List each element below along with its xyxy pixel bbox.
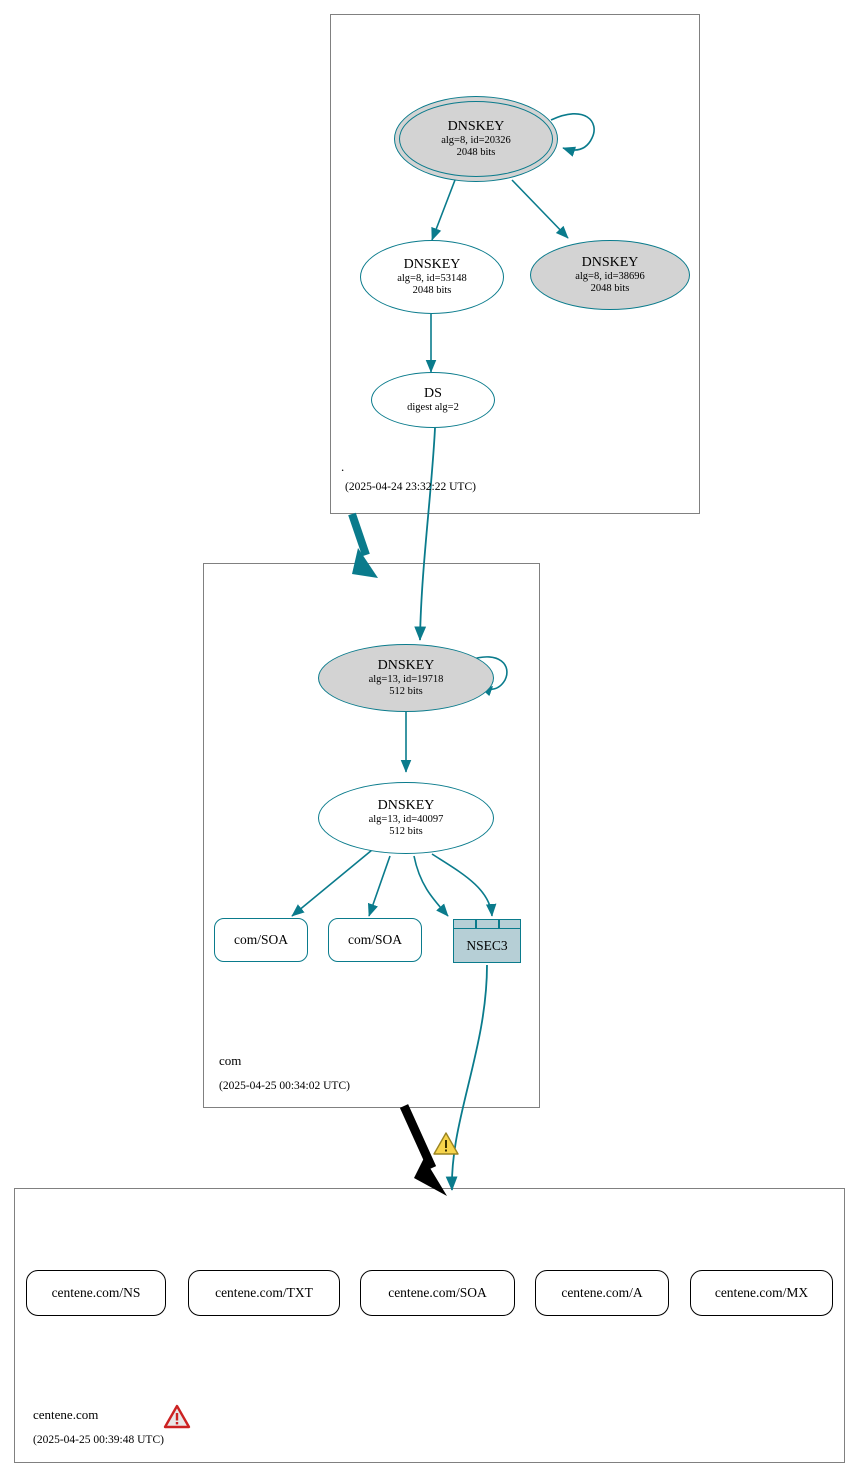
node-title: DNSKEY <box>447 119 505 134</box>
rrset-label: centene.com/A <box>561 1285 643 1300</box>
node-subtitle-alg: alg=13, id=40097 <box>368 814 444 825</box>
node-dnskey-53148[interactable] <box>360 240 504 314</box>
node-title: DNSKEY <box>377 658 435 673</box>
node-title: DNSKEY <box>581 255 639 270</box>
node-subtitle-bits: 2048 bits <box>590 283 630 294</box>
nsec3-header-band <box>454 920 520 929</box>
node-title: DS <box>424 386 442 401</box>
nsec3-divider-1 <box>475 920 477 929</box>
rrset-centene-soa[interactable] <box>360 1270 515 1316</box>
zone-label-centene: centene.com <box>33 1407 99 1422</box>
nsec3-divider-2 <box>498 920 500 929</box>
node-subtitle-bits: 512 bits <box>389 686 423 697</box>
rrset-com-soa-1[interactable] <box>214 918 308 962</box>
node-dnskey-20326[interactable] <box>399 101 553 177</box>
node-subtitle-bits: 2048 bits <box>456 147 496 158</box>
node-subtitle-alg: alg=8, id=53148 <box>397 273 467 284</box>
rrset-label: com/SOA <box>234 932 288 947</box>
zone-label-com: com <box>219 1053 242 1068</box>
node-dnskey-19718[interactable] <box>318 644 494 712</box>
zone-timestamp-root: (2025-04-24 23:32:22 UTC) <box>345 481 476 493</box>
rrset-centene-txt[interactable] <box>188 1270 340 1316</box>
rrset-label: centene.com/SOA <box>388 1285 487 1300</box>
zone-timestamp-com: (2025-04-25 00:34:02 UTC) <box>219 1080 350 1092</box>
rrset-label: centene.com/NS <box>51 1285 141 1300</box>
rrset-label: com/SOA <box>348 932 402 947</box>
node-subtitle-alg: alg=8, id=20326 <box>441 135 511 146</box>
node-subtitle-digest: digest alg=2 <box>407 402 459 413</box>
rrset-label: centene.com/MX <box>714 1285 809 1300</box>
zone-timestamp-centene: (2025-04-25 00:39:48 UTC) <box>33 1434 164 1446</box>
rrset-com-soa-2[interactable] <box>328 918 422 962</box>
nsec3-label: NSEC3 <box>466 937 508 953</box>
rrset-centene-ns[interactable] <box>26 1270 166 1316</box>
rrset-centene-a[interactable] <box>535 1270 669 1316</box>
node-subtitle-alg: alg=13, id=19718 <box>368 674 444 685</box>
zone-label-root: . <box>341 459 345 474</box>
node-subtitle-bits: 512 bits <box>389 826 423 837</box>
node-dnskey-38696[interactable] <box>530 240 690 310</box>
node-subtitle-bits: 2048 bits <box>412 285 452 296</box>
warning-icon <box>432 1130 460 1158</box>
node-dnskey-40097[interactable] <box>318 782 494 854</box>
rrset-label: centene.com/TXT <box>215 1285 313 1300</box>
error-icon <box>163 1404 191 1430</box>
node-subtitle-alg: alg=8, id=38696 <box>575 271 645 282</box>
rrset-centene-mx[interactable] <box>690 1270 833 1316</box>
node-title: DNSKEY <box>377 798 435 813</box>
rrset-nsec3[interactable] <box>453 919 521 963</box>
node-title: DNSKEY <box>403 257 461 272</box>
node-ds[interactable] <box>371 372 495 428</box>
